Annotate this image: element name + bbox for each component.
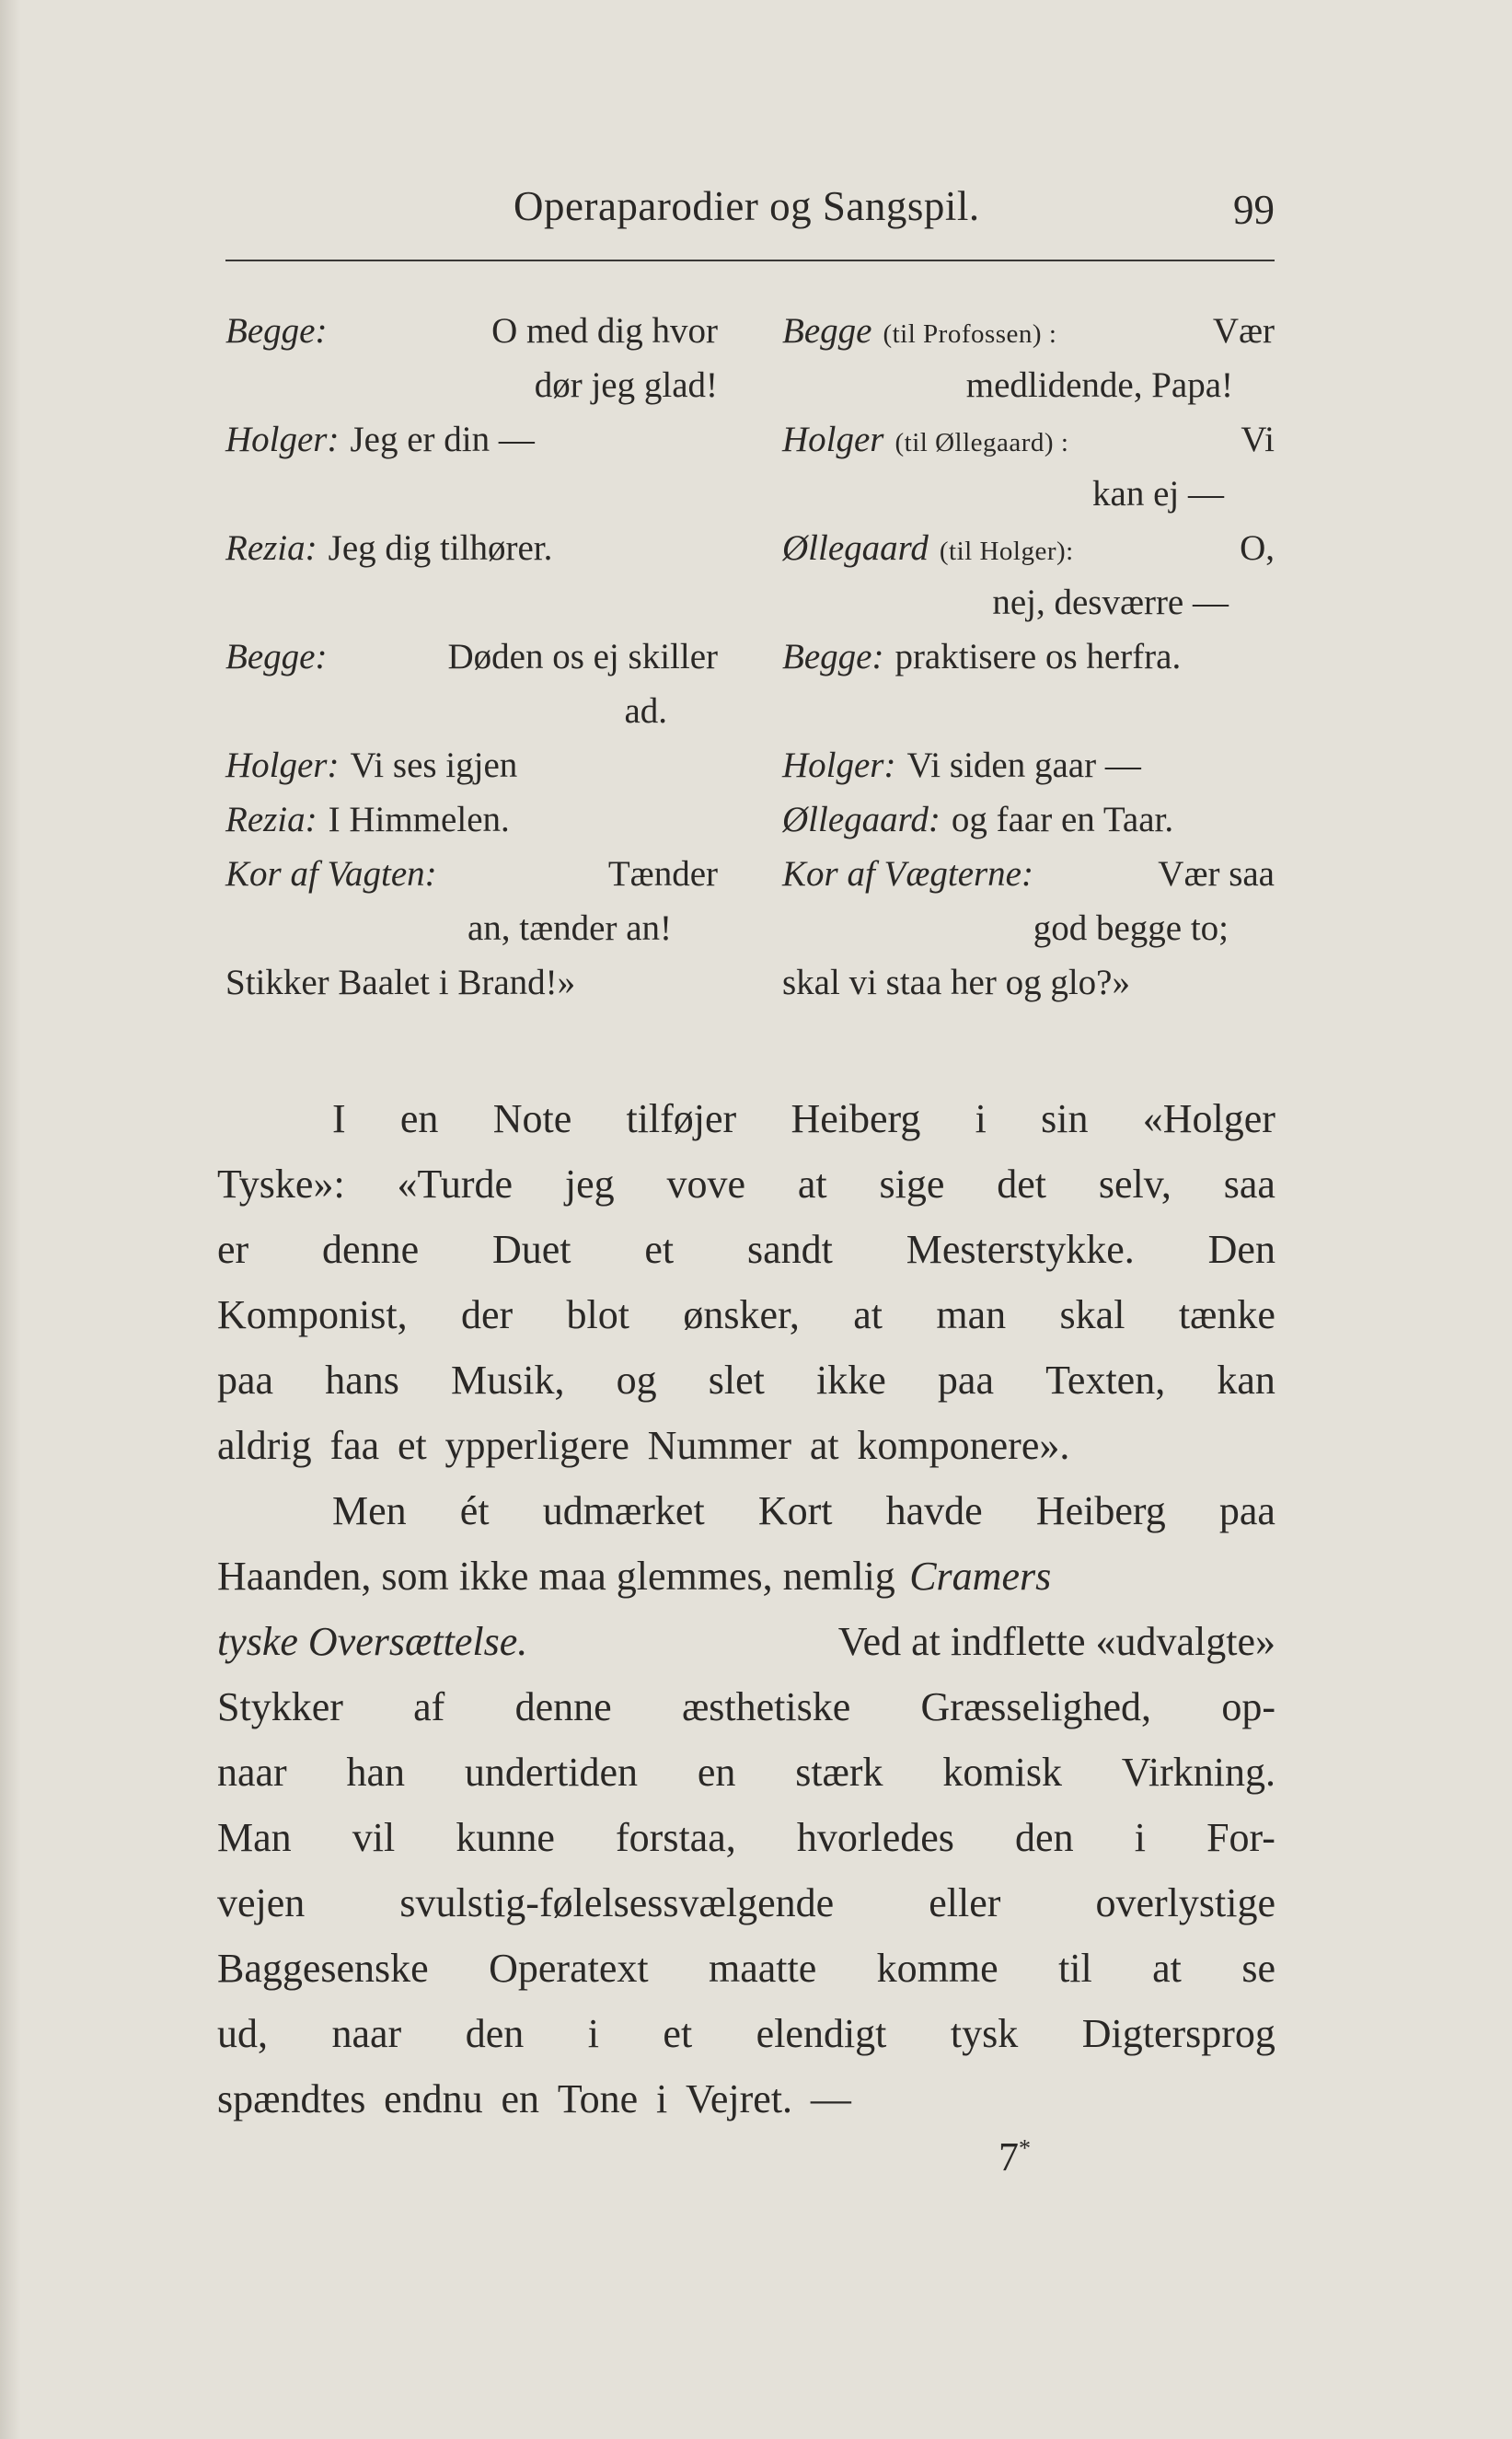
word: sin (1041, 1096, 1089, 1141)
verse-text: Tænder (607, 854, 718, 894)
word: Heiberg (791, 1096, 921, 1141)
word: denne (514, 1684, 612, 1729)
word: sige (879, 1162, 945, 1207)
speaker: Øllegaard: (782, 800, 941, 839)
body-text (217, 1086, 1275, 2132)
word: at (809, 1423, 839, 1468)
verse-line (225, 521, 718, 575)
word: Duet (491, 1227, 571, 1272)
verse-line (782, 358, 1275, 412)
verse-line (782, 575, 1275, 630)
paragraph-line (217, 1413, 1275, 1478)
speaker: Begge (782, 311, 872, 351)
word: — (810, 2076, 851, 2121)
paragraph-line (217, 1936, 1275, 2001)
verse-text: god begge to; (1033, 908, 1229, 948)
verse-line (782, 467, 1275, 521)
word: forstaa, (616, 1815, 736, 1860)
word: den (465, 2011, 525, 2056)
verse-line (225, 955, 718, 1010)
word: Stykker (217, 1684, 343, 1729)
word: stærk (795, 1750, 883, 1795)
paragraph-line (217, 1086, 1275, 1151)
word: se (1241, 1946, 1275, 1991)
word: «Turde (397, 1162, 514, 1207)
word: tysk (950, 2011, 1019, 2056)
verse-text: Jeg er din — (350, 420, 535, 459)
speaker: Rezia: (225, 528, 317, 568)
word: skal (1059, 1292, 1125, 1337)
speaker: Holger (782, 420, 884, 459)
verse-text: skal vi staa her og glo?» (782, 963, 1130, 1002)
word: der (460, 1292, 514, 1337)
duet-left-column (225, 304, 718, 1010)
speaker: Begge: (225, 311, 328, 351)
paragraph-line (217, 1347, 1275, 1413)
verse-line (225, 684, 718, 738)
word: at (1152, 1946, 1182, 1991)
word: spændtes (217, 2076, 366, 2121)
word: denne (322, 1227, 420, 1272)
paragraph-line (217, 1609, 1275, 1674)
word: Baggesenske (217, 1946, 429, 1991)
paragraph-line (217, 1740, 1275, 1805)
word: op- (1221, 1684, 1275, 1729)
word: Kort (757, 1488, 833, 1533)
word: Græsselighed, (920, 1684, 1152, 1729)
word: havde (885, 1488, 983, 1533)
verse-text: Vi ses igjen (350, 746, 518, 785)
verse-line (225, 630, 718, 684)
word: Digtersprog (1081, 2011, 1275, 2056)
spacer (225, 575, 718, 630)
verse-text: medlidende, Papa! (965, 365, 1233, 405)
word: i (1134, 1815, 1146, 1860)
verse-text: O, (1240, 528, 1275, 568)
word: sandt (746, 1227, 833, 1272)
speaker: Holger: (782, 746, 896, 785)
paragraph-line (217, 1282, 1275, 1347)
word: man (936, 1292, 1007, 1337)
speaker: Øllegaard (782, 528, 929, 568)
word: at (797, 1162, 827, 1207)
word: komisk (942, 1750, 1062, 1795)
word: ét (459, 1488, 490, 1533)
word: det (997, 1162, 1046, 1207)
stage-direction: (til Holger): (939, 537, 1074, 566)
word: Tone (557, 2076, 639, 2121)
word: I (332, 1096, 346, 1141)
word: endnu (384, 2076, 483, 2121)
word: udmærket (542, 1488, 705, 1533)
verse-text: og faar en Taar. (951, 800, 1174, 839)
verse-text: ad. (624, 691, 667, 731)
verse-text: Vi (1241, 420, 1275, 459)
page-edge (0, 0, 20, 2439)
word: en (399, 1096, 439, 1141)
word: naar (331, 2011, 402, 2056)
spacer (782, 684, 1275, 738)
verse-text: Vær saa (1158, 854, 1275, 894)
word: maatte (709, 1946, 817, 1991)
word: blot (566, 1292, 629, 1337)
word: vil (352, 1815, 396, 1860)
word: en (697, 1750, 736, 1795)
word: overlystige (1095, 1880, 1275, 1925)
word: æsthetiske (681, 1684, 851, 1729)
paragraph-line (217, 1151, 1275, 1217)
running-head (225, 182, 1275, 247)
verse-line (782, 901, 1275, 955)
speaker: Kor af Vagten: (225, 854, 437, 894)
paragraph-line (217, 2001, 1275, 2066)
word: Komponist, (217, 1292, 408, 1337)
signature-number: 7 (998, 2134, 1019, 2179)
word: ud, (217, 2011, 268, 2056)
verse-text: Jeg dig tilhører. (328, 528, 553, 568)
verse-line (225, 792, 718, 847)
word: Men (332, 1488, 407, 1533)
word: komponere». (857, 1423, 1070, 1468)
word: af (413, 1684, 445, 1729)
word: Mesterstykke. (906, 1227, 1135, 1272)
word: ikke (816, 1358, 886, 1403)
verse-text: Døden os ej skiller (447, 637, 718, 676)
verse-line (225, 412, 718, 467)
word: til (1058, 1946, 1092, 1991)
word: jeg (564, 1162, 615, 1207)
word: og (616, 1358, 657, 1403)
book-title: tyske Oversættelse. (217, 1619, 528, 1664)
word: ypperligere (444, 1423, 629, 1468)
verse-line (782, 738, 1275, 792)
paragraph-text: Ved at indflette «udvalgte» (837, 1619, 1275, 1664)
word: i (587, 2011, 599, 2056)
paragraph-line (217, 1870, 1275, 1936)
word: et (644, 1227, 675, 1272)
verse-line (782, 521, 1275, 575)
speaker: Holger: (225, 420, 340, 459)
word: aldrig (217, 1423, 312, 1468)
word: en (501, 2076, 540, 2121)
word: han (346, 1750, 406, 1795)
word: den (1015, 1815, 1074, 1860)
signature-mark (998, 2133, 1031, 2180)
word: vejen (217, 1880, 306, 1925)
word: Musik, (451, 1358, 565, 1403)
word: elendigt (756, 2011, 887, 2056)
verse-line (225, 901, 718, 955)
word: hvorledes (796, 1815, 954, 1860)
word: Den (1207, 1227, 1275, 1272)
word: eller (929, 1880, 1001, 1925)
word: ønsker, (683, 1292, 800, 1337)
word: i (655, 2076, 668, 2121)
word: svulstig-følelsessvælgende (399, 1880, 835, 1925)
paragraph-line (217, 1805, 1275, 1870)
word: komme (876, 1946, 998, 1991)
verse-line (225, 304, 718, 358)
word: paa (217, 1358, 274, 1403)
word: kunne (456, 1815, 555, 1860)
word: Note (492, 1096, 572, 1141)
verse-text: an, tænder an! (467, 908, 672, 948)
verse-text: praktisere os herfra. (895, 637, 1182, 676)
header-rule (225, 260, 1275, 261)
word: tilføjer (626, 1096, 737, 1141)
verse-text: nej, desværre — (992, 583, 1229, 622)
word: et (663, 2011, 693, 2056)
word: i (975, 1096, 987, 1141)
paragraph-line (217, 2066, 1275, 2132)
verse-text: Vær (1212, 311, 1275, 351)
stage-direction: (til Profossen) : (883, 319, 1057, 349)
word: Tyske»: (217, 1162, 345, 1207)
spacer (225, 467, 718, 521)
word: er (217, 1227, 249, 1272)
book-title: Cramers (909, 1554, 1052, 1599)
verse-line (225, 738, 718, 792)
verse-text: Stikker Baalet i Brand!» (225, 963, 576, 1002)
verse-text: Vi siden gaar — (906, 746, 1141, 785)
word: Texten, (1045, 1358, 1166, 1403)
word: paa (937, 1358, 994, 1403)
word: faa (329, 1423, 380, 1468)
word: vove (666, 1162, 746, 1207)
verse-line (782, 304, 1275, 358)
speaker: Rezia: (225, 800, 317, 839)
verse-line (225, 358, 718, 412)
word: kan (1217, 1358, 1275, 1403)
word: Virkning. (1121, 1750, 1275, 1795)
word: undertiden (464, 1750, 639, 1795)
word: Operatext (489, 1946, 649, 1991)
word: For- (1206, 1815, 1275, 1860)
speaker: Kor af Vægterne: (782, 854, 1033, 894)
verse-line (225, 847, 718, 901)
word: at (853, 1292, 883, 1337)
word: Vejret. (685, 2076, 793, 2121)
duet-right-column (782, 304, 1275, 1010)
stage-direction: (til Øllegaard) : (895, 428, 1069, 457)
verse-text: I Himmelen. (328, 800, 510, 839)
verse-line (782, 955, 1275, 1010)
paragraph-line (217, 1478, 1275, 1543)
verse-text: kan ej — (1092, 474, 1224, 514)
page-number: 99 (1233, 187, 1275, 233)
word: hans (325, 1358, 399, 1403)
word: slet (708, 1358, 765, 1403)
verse-line (782, 630, 1275, 684)
speaker: Holger: (225, 746, 340, 785)
paragraph-text: Haanden, som ikke maa glemmes, nemlig (217, 1554, 895, 1599)
word: naar (217, 1750, 287, 1795)
word: tænke (1178, 1292, 1275, 1337)
word: Man (217, 1815, 292, 1860)
signature-asterisk: * (1019, 2134, 1031, 2162)
paragraph-line (217, 1217, 1275, 1282)
paragraph-line (217, 1674, 1275, 1740)
verse-text: O med dig hvor (491, 311, 718, 351)
word: «Holger (1142, 1096, 1275, 1141)
verse-line (782, 412, 1275, 467)
running-title: Operaparodier og Sangspil. (514, 183, 980, 229)
word: Nummer (647, 1423, 792, 1468)
word: saa (1223, 1162, 1275, 1207)
speaker: Begge: (225, 637, 328, 676)
speaker: Begge: (782, 637, 884, 676)
verse-text: dør jeg glad! (534, 365, 718, 405)
word: Heiberg (1035, 1488, 1166, 1533)
paragraph-line (217, 1543, 1275, 1609)
verse-line (782, 847, 1275, 901)
verse-line (782, 792, 1275, 847)
word: selv, (1098, 1162, 1172, 1207)
word: et (397, 1423, 427, 1468)
word: paa (1218, 1488, 1275, 1533)
